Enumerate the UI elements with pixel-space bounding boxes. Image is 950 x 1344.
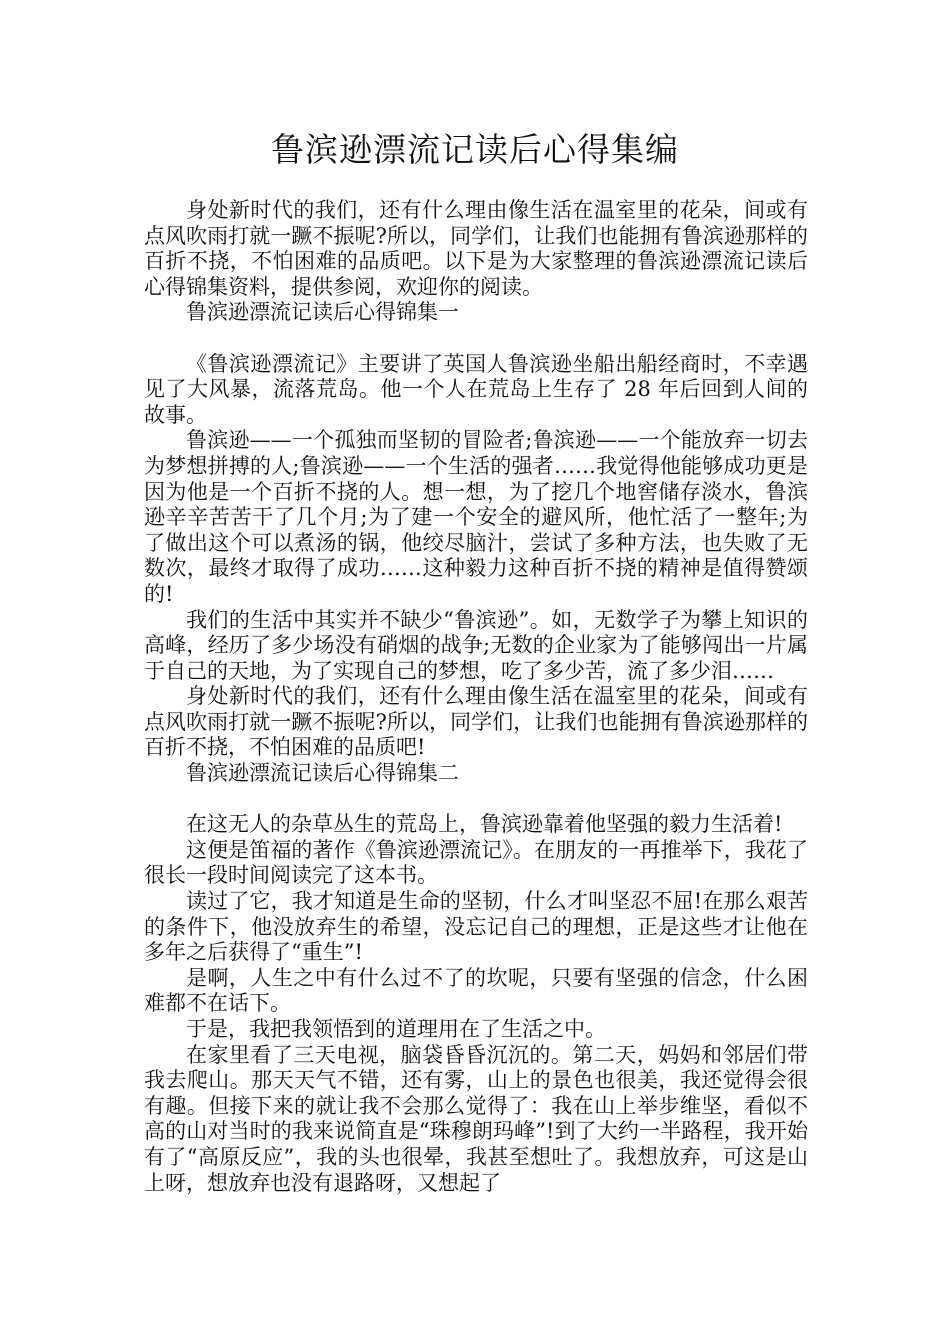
paragraph: 鲁滨逊——一个孤独而坚韧的冒险者;鲁滨逊——一个能放弃一切去为梦想拼搏的人;鲁滨逊——一个生活的强者……我觉得他能够成功更是因为他是一个百折不挠的人。想一想，为了挖几个地窖储存淡水，鲁滨逊辛辛苦苦干了几个月;为了建一个安全的避风所，他忙活了一整年;为了做出这个可以煮汤的锅，他绞尽脑汁，尝试了多种方法，也失败了无数次，最终才取得了成功……这种毅力这种百折不挠的精神是值得赞颂的! xyxy=(144,428,808,606)
paragraph: 身处新时代的我们，还有什么理由像生活在温室里的花朵，间或有点风吹雨打就一蹶不振呢?所以，同学们，让我们也能拥有鲁滨逊那样的百折不挠，不怕困难的品质吧! xyxy=(144,684,808,760)
section-heading: 鲁滨逊漂流记读后心得锦集二 xyxy=(186,761,459,786)
section-heading: 鲁滨逊漂流记读后心得锦集一 xyxy=(186,300,459,325)
document-title: 鲁滨逊漂流记读后心得集编 xyxy=(271,130,679,169)
paragraph: 是啊，人生之中有什么过不了的坎呢，只要有坚强的信念，什么困难都不在话下。 xyxy=(144,965,808,1016)
document-body xyxy=(144,198,808,1196)
paragraph: 这便是笛福的著作《鲁滨逊漂流记》。在朋友的一再推举下，我花了很长一段时间阅读完了这本书。 xyxy=(144,837,808,888)
paragraph: 《鲁滨逊漂流记》主要讲了英国人鲁滨逊坐船出船经商时，不幸遇见了大风暴，流落荒岛。他一个人在荒岛上生存了 28 年后回到人间的故事。 xyxy=(144,351,808,427)
paragraph: 在家里看了三天电视，脑袋昏昏沉沉的。第二天，妈妈和邻居们带我去爬山。那天天气不错，还有雾，山上的景色也很美，我还觉得会很有趣。但接下来的就让我不会那么觉得了：我在山上举步维坚，看似不高的山对当时的我来说简直是“珠穆朗玛峰”!到了大约一半路程，我开始有了“高原反应”，我的头也很晕，我甚至想吐了。我想放弃，可这是山上呀，想放弃也没有退路呀，又想起了 xyxy=(144,1042,808,1195)
paragraph: 身处新时代的我们，还有什么理由像生活在温室里的花朵，间或有点风吹雨打就一蹶不振呢?所以，同学们，让我们也能拥有鲁滨逊那样的百折不挠，不怕困难的品质吧。以下是为大家整理的鲁滨逊漂流记读后心得锦集资料，提供参阅，欢迎你的阅读。 xyxy=(144,198,808,299)
paragraph: 读过了它，我才知道是生命的坚韧，什么才叫坚忍不屈!在那么艰苦的条件下，他没放弃生的希望，没忘记自己的理想，正是这些才让他在多年之后获得了“重生”! xyxy=(144,889,808,965)
paragraph: 我们的生活中其实并不缺少“鲁滨逊”。如，无数学子为攀上知识的高峰，经历了多少场没有硝烟的战争;无数的企业家为了能够闯出一片属于自己的天地，为了实现自己的梦想，吃了多少苦，流了多少泪…… xyxy=(144,607,808,683)
paragraph: 在这无人的杂草丛生的荒岛上，鲁滨逊靠着他坚强的毅力生活着! xyxy=(186,812,783,837)
paragraph: 于是，我把我领悟到的道理用在了生活之中。 xyxy=(186,1017,606,1041)
